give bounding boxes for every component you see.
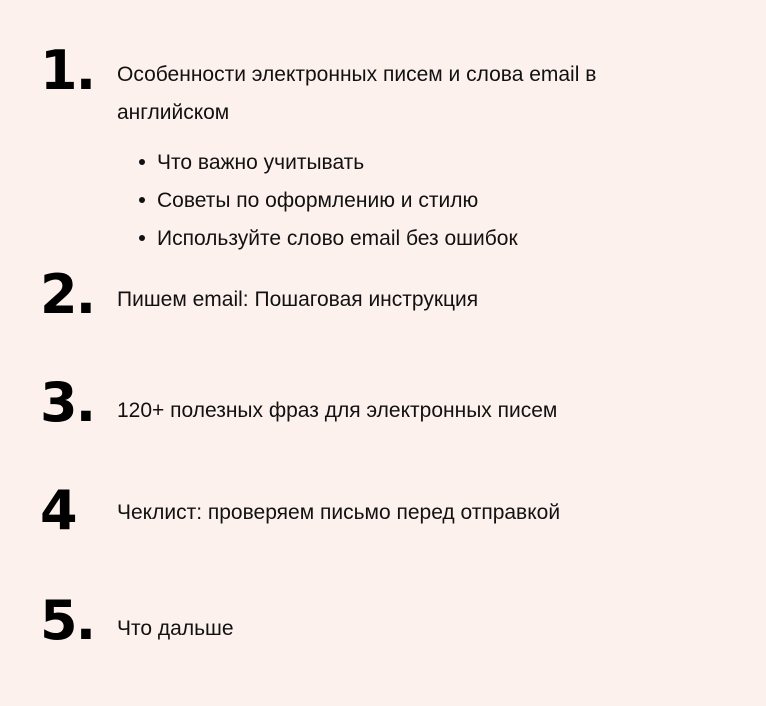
toc-subitem-list (139, 144, 518, 258)
bullet-icon (139, 197, 145, 203)
toc-subitem[interactable] (139, 182, 518, 220)
toc-subitem-label: Советы по оформлению и стилю (157, 189, 479, 212)
toc-item-title[interactable]: Пишем email: Пошаговая инструкция (117, 288, 479, 311)
toc-subitem-label: Используйте слово email без ошибок (157, 227, 518, 250)
toc-item-number: 4 (40, 479, 76, 542)
bullet-icon (139, 235, 145, 241)
toc-item-number: 2. (40, 263, 95, 326)
toc-item-title[interactable]: 120+ полезных фраз для электронных писем (117, 399, 558, 422)
toc-subitem[interactable] (139, 144, 518, 182)
toc-item-title[interactable]: Что дальше (117, 617, 234, 640)
bullet-icon (139, 159, 145, 165)
toc-item-number: 1. (40, 39, 95, 102)
toc-subitem-label: Что важно учитывать (157, 151, 365, 174)
toc-subitem[interactable] (139, 220, 518, 258)
toc-item-number: 3. (40, 371, 95, 434)
toc-item-title[interactable]: Особенности электронных писем и слова email в английском (117, 63, 597, 124)
toc-item-number: 5. (40, 589, 95, 652)
toc-item-title[interactable]: Чеклист: проверяем письмо перед отправкой (117, 501, 561, 524)
